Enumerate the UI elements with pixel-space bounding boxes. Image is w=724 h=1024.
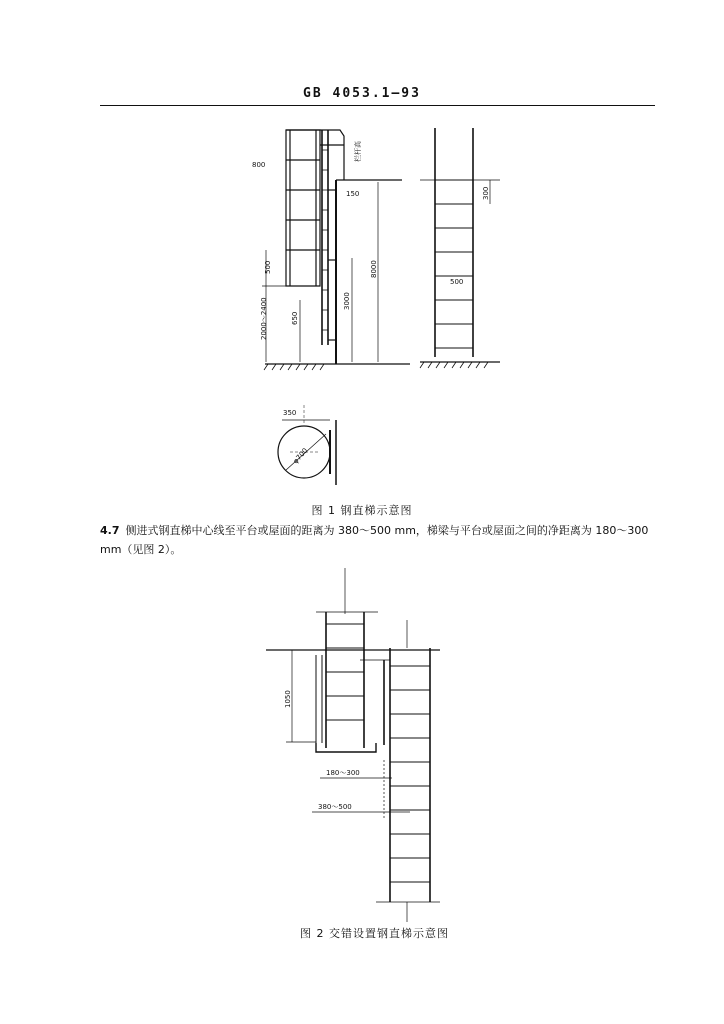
label-3000: 3000	[343, 292, 351, 310]
label-800: 800	[252, 161, 266, 169]
label-500-front: 500	[450, 278, 464, 286]
figure-1-caption: 图 1 钢直梯示意图	[311, 504, 413, 517]
figure-2-caption: 图 2 交错设置钢直梯示意图	[300, 927, 449, 940]
label-180-300: 180～300	[326, 769, 360, 777]
label-railing-height: 栏杆高	[354, 141, 362, 162]
section-text: 侧进式钢直梯中心线至平台或屋面的距离为 380～500 mm，梯梁与平台或屋面之间的净距离为 180～300 mm（见图 2）。	[100, 524, 649, 556]
label-650: 650	[291, 311, 299, 325]
label-150: 150	[346, 190, 360, 198]
label-350: 350	[283, 409, 297, 417]
label-300-top: 300	[482, 186, 490, 200]
label-1050: 1050	[284, 690, 292, 708]
section-number: 4.7	[100, 524, 120, 537]
label-2000-2400: 2000～2400	[260, 297, 268, 340]
header-standard-code: GB 4053.1—93	[303, 86, 421, 101]
label-8000: 8000	[370, 260, 378, 278]
label-phi-700: φ700	[291, 446, 310, 466]
label-380-500: 380～500	[318, 803, 352, 811]
label-500-side: 500	[264, 260, 272, 274]
